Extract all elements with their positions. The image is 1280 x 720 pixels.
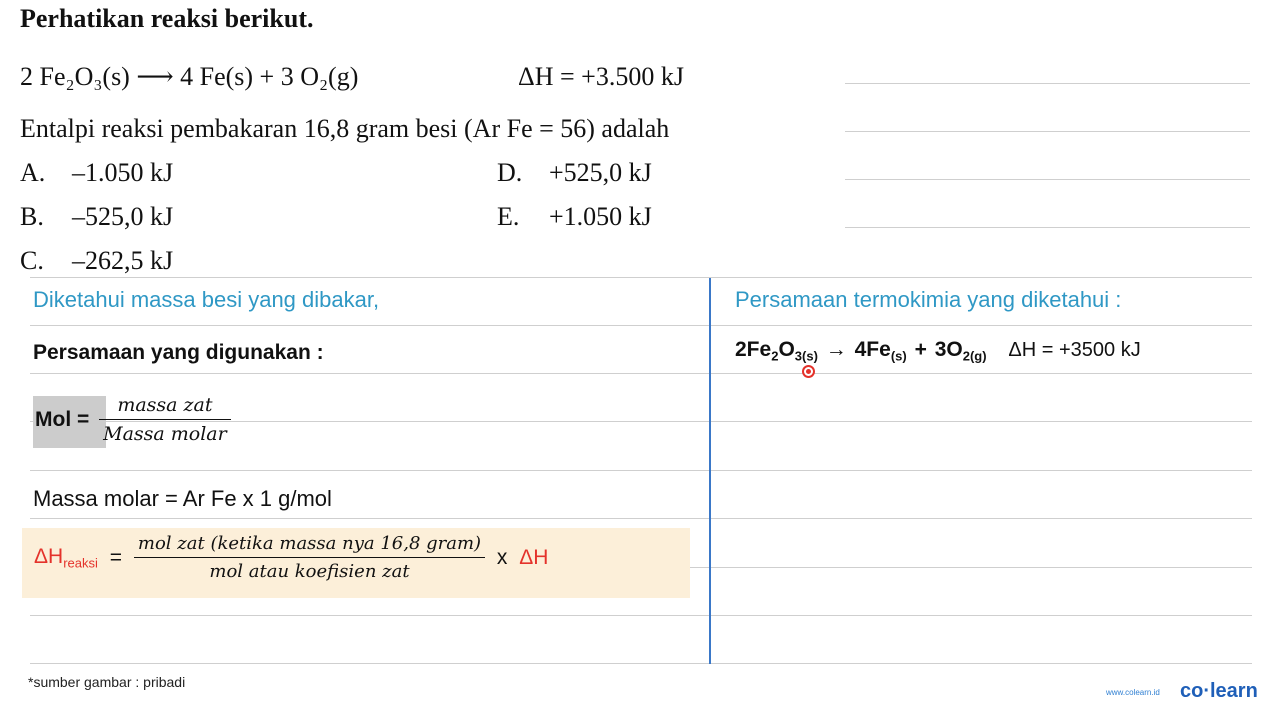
mol-fraction xyxy=(99,394,231,445)
ruled-line xyxy=(30,277,1252,278)
cursor-marker-icon xyxy=(802,365,815,378)
option-c[interactable] xyxy=(20,246,173,276)
eq-sub: 2(g) xyxy=(962,348,987,364)
option-value: –1.050 kJ xyxy=(72,158,174,187)
ruled-line xyxy=(30,470,1252,471)
brand-logo: co·learn xyxy=(1180,680,1258,702)
option-letter: E. xyxy=(497,202,520,231)
delta-h-end: ΔH xyxy=(519,545,549,569)
molar-mass-formula: Massa molar = Ar Fe x 1 g/mol xyxy=(33,486,332,511)
question-stem: Entalpi reaksi pembakaran 16,8 gram besi (Ar Fe = 56) adalah xyxy=(20,114,670,143)
eq-term-fe-product: 4Fe xyxy=(854,338,891,361)
equals-sign: = xyxy=(109,545,123,569)
ruled-line xyxy=(845,131,1250,132)
option-letter: A. xyxy=(20,158,46,187)
thermochem-heading: Persamaan termokimia yang diketahui : xyxy=(735,287,1122,312)
times-sign: x xyxy=(496,545,508,569)
eq-term-o2: 3O xyxy=(934,338,963,361)
column-divider xyxy=(709,278,711,664)
ruled-line xyxy=(845,83,1250,84)
ruled-line xyxy=(845,179,1250,180)
option-value: –525,0 kJ xyxy=(72,202,174,231)
delta-h-symbol: ΔH xyxy=(34,544,64,568)
reaction-delta-h: ΔH = +3.500 kJ xyxy=(518,62,684,91)
option-value: +1.050 kJ xyxy=(549,202,652,231)
option-letter: C. xyxy=(20,246,44,275)
ruled-line xyxy=(30,663,1252,664)
site-url[interactable]: www.colearn.id xyxy=(1106,688,1160,697)
thermochem-equation xyxy=(735,338,1141,364)
ruled-line xyxy=(30,373,1252,374)
delta-h-fraction xyxy=(134,533,485,582)
reaction-equation: 2 Fe₂O₃(s) ⟶ 4 Fe(s) + 3 O₂(g) xyxy=(20,62,359,91)
eq-term-o: O xyxy=(778,338,795,361)
option-e[interactable] xyxy=(497,202,652,232)
source-note: *sumber gambar : pribadi xyxy=(28,674,186,690)
eq-term-fe: 2Fe xyxy=(735,338,772,361)
eq-arrow: → xyxy=(825,338,847,361)
eq-sub: 3(s) xyxy=(794,348,818,364)
option-b[interactable] xyxy=(20,202,173,232)
option-a[interactable] xyxy=(20,158,173,188)
known-heading: Diketahui massa besi yang dibakar, xyxy=(33,287,380,312)
eq-sub: (s) xyxy=(890,348,907,364)
delta-h-label xyxy=(34,545,98,571)
mol-label: Mol = xyxy=(35,407,90,431)
eq-sub: 2 xyxy=(771,348,779,364)
ruled-line xyxy=(30,615,1252,616)
option-letter: D. xyxy=(497,158,523,187)
mol-formula xyxy=(33,394,231,445)
delta-h-denominator: mol atau koefisien zat xyxy=(134,557,485,582)
mol-numerator: massa zat xyxy=(117,394,213,416)
question-title: Perhatikan reaksi berikut. xyxy=(20,4,314,33)
equation-heading: Persamaan yang digunakan : xyxy=(33,341,324,364)
delta-h-formula xyxy=(34,533,548,582)
option-value: +525,0 kJ xyxy=(549,158,652,187)
mol-denominator: Massa molar xyxy=(99,419,231,445)
ruled-line xyxy=(30,518,1252,519)
option-d[interactable] xyxy=(497,158,652,188)
eq-plus: + xyxy=(914,338,927,361)
option-letter: B. xyxy=(20,202,44,231)
delta-h-subscript: reaksi xyxy=(63,555,98,571)
delta-h-numerator: mol zat (ketika massa nya 16,8 gram) xyxy=(137,533,482,554)
ruled-line xyxy=(845,227,1250,228)
ruled-line xyxy=(30,325,1252,326)
option-value: –262,5 kJ xyxy=(72,246,174,275)
eq-delta-h: ΔH = +3500 kJ xyxy=(1008,339,1141,361)
